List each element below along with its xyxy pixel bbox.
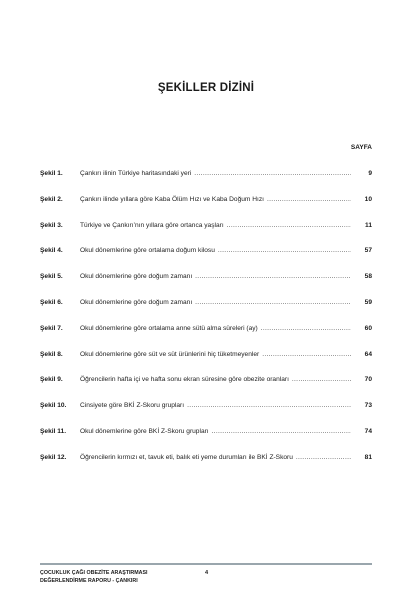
figure-caption: Okul dönemlerine göre BKİ Z-Skoru grupları [80, 427, 209, 435]
footer-line-1: ÇOCUKLUK ÇAĞI OBEZİTE ARAŞTIRMASI [40, 570, 148, 576]
list-item[interactable] [40, 247, 372, 273]
page-title: ŞEKİLLER DİZİNİ [157, 82, 255, 94]
figure-label: Şekil 9. [40, 376, 63, 384]
dot-leader [267, 196, 351, 204]
list-item[interactable] [40, 402, 372, 428]
figure-label: Şekil 3. [40, 221, 63, 229]
figure-caption: Çankırı ilinde yıllara göre Kaba Ölüm Hızı ve Kaba Doğum Hızı [80, 195, 264, 203]
dot-leader [194, 170, 351, 178]
footer-report-title [40, 570, 148, 585]
figure-caption: Öğrencilerin hafta içi ve hafta sonu ekran süresine göre obezite oranları [80, 376, 289, 384]
dot-leader [292, 376, 351, 384]
list-item[interactable] [40, 299, 372, 325]
figure-caption: Cinsiyete göre BKİ Z-Skoru grupları [80, 402, 185, 410]
figure-caption: Okul dönemlerine göre doğum zamanı [80, 298, 193, 306]
figure-page-number: 73 [364, 402, 372, 410]
figure-label: Şekil 12. [40, 453, 67, 461]
dot-leader [212, 428, 351, 436]
figure-page-number: 57 [364, 247, 372, 255]
dot-leader [227, 222, 351, 230]
list-item[interactable] [40, 376, 372, 402]
page-column-header: SAYFA [350, 144, 372, 151]
figure-caption: Öğrencilerin kırmızı et, tavuk eti, balık eti yeme durumları ile BKİ Z-Skoru [80, 453, 293, 461]
figure-label: Şekil 5. [40, 273, 63, 281]
figure-label: Şekil 1. [40, 170, 63, 177]
figure-caption: Türkiye ve Çankırı’nın yıllara göre ortanca yaşları [80, 221, 224, 229]
dot-leader [261, 325, 351, 333]
figure-caption: Okul dönemlerine göre doğum zamanı [80, 273, 193, 281]
figure-label: Şekil 10. [40, 402, 67, 410]
figure-caption: Okul dönemlerine göre ortalama anne sütü alma süreleri (ay) [80, 324, 258, 332]
figure-page-number: 10 [364, 195, 372, 203]
figure-label: Şekil 4. [40, 247, 63, 255]
list-item[interactable] [40, 170, 372, 196]
list-item[interactable] [40, 428, 372, 454]
figure-page-number: 60 [364, 324, 372, 332]
figure-page-number: 58 [364, 273, 372, 281]
figure-page-number: 11 [365, 221, 372, 229]
dot-leader [262, 351, 351, 359]
figure-page-number: 64 [364, 350, 372, 358]
dot-leader [296, 454, 351, 462]
figure-page-number: 81 [364, 453, 372, 461]
figure-page-number: 70 [364, 376, 372, 384]
figure-page-number: 59 [364, 298, 372, 306]
footer-page-number: 4 [205, 570, 209, 576]
figure-caption: Okul dönemlerine göre süt ve süt ürünlerini hiç tüketmeyenler [80, 350, 260, 358]
figure-caption: Çankırı ilinin Türkiye haritasındaki yeri [80, 170, 192, 177]
figure-label: Şekil 2. [40, 195, 63, 203]
figure-page-number: 74 [364, 427, 372, 435]
figure-label: Şekil 7. [40, 324, 63, 332]
figure-label: Şekil 6. [40, 298, 63, 306]
list-item[interactable] [40, 454, 372, 480]
footer-divider [40, 563, 372, 565]
figure-list [40, 170, 372, 480]
figure-label: Şekil 8. [40, 350, 63, 358]
footer-line-2: DEĞERLENDİRME RAPORU - ÇANKIRI [40, 577, 138, 584]
list-item[interactable] [40, 325, 372, 351]
figure-page-number: 9 [368, 170, 372, 177]
list-item[interactable] [40, 196, 372, 222]
dot-leader [195, 299, 351, 307]
figure-caption: Okul dönemlerine göre ortalama doğum kilosu [80, 247, 215, 255]
list-item[interactable] [40, 273, 372, 299]
list-item[interactable] [40, 222, 372, 248]
list-item[interactable] [40, 351, 372, 377]
dot-leader [218, 247, 351, 255]
figure-label: Şekil 11. [40, 427, 67, 435]
dot-leader [195, 273, 351, 281]
dot-leader [187, 402, 351, 410]
